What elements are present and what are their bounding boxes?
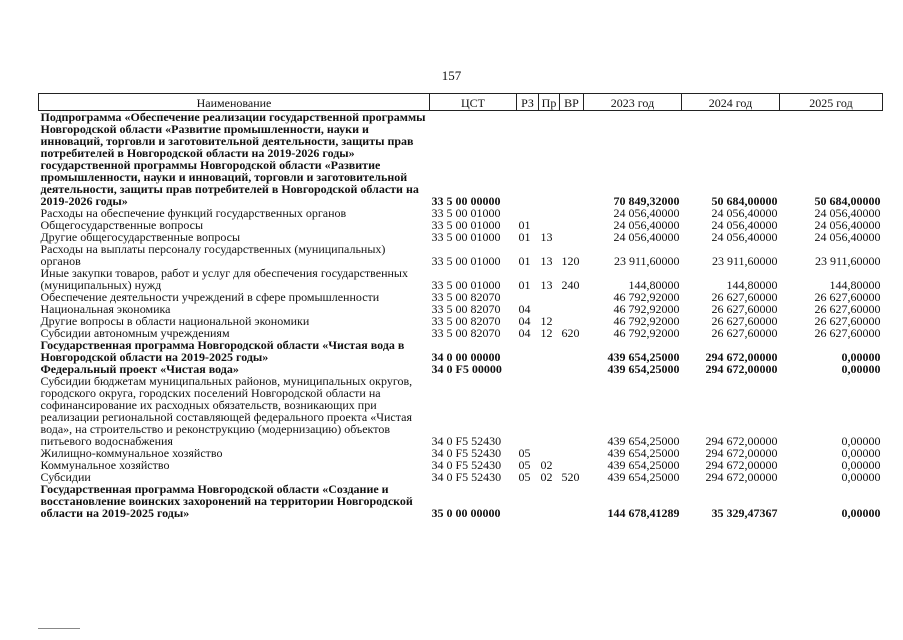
cell-2023: 439 654,25000 bbox=[607, 470, 680, 484]
header-pr: Пр bbox=[539, 94, 560, 111]
cell-2025: 24 056,40000 bbox=[814, 218, 881, 232]
page-number: 157 bbox=[441, 68, 462, 83]
cell-pr bbox=[539, 291, 560, 303]
cell-rz bbox=[517, 375, 539, 447]
cell-vr bbox=[560, 363, 584, 375]
cell-2024: 35 329,47367 bbox=[711, 506, 778, 520]
footer-rule bbox=[38, 628, 80, 629]
cell-2024: 26 627,60000 bbox=[711, 290, 778, 304]
table-header-row bbox=[39, 94, 883, 111]
cell-2023: 46 792,92000 bbox=[613, 290, 680, 304]
cell-vr: 240 bbox=[561, 278, 580, 292]
cell-2025: 50 684,00000 bbox=[814, 194, 881, 208]
cell-rz: 01 bbox=[518, 218, 531, 232]
cell-2024: 24 056,40000 bbox=[711, 206, 778, 220]
cell-rz: 04 bbox=[518, 302, 531, 316]
table-body bbox=[39, 111, 883, 520]
cell-vr: 120 bbox=[561, 254, 580, 268]
cell-cst: 33 5 00 01000 bbox=[431, 278, 501, 292]
header-cst: ЦСТ bbox=[430, 94, 517, 111]
cell-2025: 26 627,60000 bbox=[814, 314, 881, 328]
cell-cst: 33 5 00 00000 bbox=[431, 194, 501, 208]
cell-vr bbox=[560, 231, 584, 243]
cell-2025: 26 627,60000 bbox=[814, 290, 881, 304]
cell-2024: 294 672,00000 bbox=[705, 446, 778, 460]
cell-pr: 12 bbox=[540, 314, 553, 328]
cell-name: Другие общегосударственные вопросы bbox=[40, 230, 241, 244]
cell-2023: 439 654,25000 bbox=[607, 362, 680, 376]
cell-pr: 02 bbox=[540, 470, 553, 484]
cell-2023: 439 654,25000 bbox=[607, 350, 680, 364]
cell-pr: 02 bbox=[540, 458, 553, 472]
cell-2025: 26 627,60000 bbox=[814, 302, 881, 316]
cell-rz bbox=[517, 483, 539, 519]
cell-vr bbox=[560, 339, 584, 363]
table-row bbox=[39, 243, 883, 267]
cell-cst: 35 0 00 00000 bbox=[431, 506, 501, 520]
cell-cst: 34 0 F5 52430 bbox=[431, 446, 502, 460]
cell-2024: 294 672,00000 bbox=[705, 458, 778, 472]
cell-rz: 04 bbox=[518, 314, 531, 328]
cell-rz: 01 bbox=[518, 278, 531, 292]
cell-name: Расходы на выплаты персоналу государственных (муниципальных) органов bbox=[40, 242, 386, 268]
cell-vr bbox=[560, 207, 584, 219]
cell-2023: 144,80000 bbox=[628, 278, 680, 292]
cell-pr bbox=[539, 207, 560, 219]
cell-2025: 0,00000 bbox=[841, 458, 881, 472]
cell-cst: 33 5 00 82070 bbox=[431, 326, 501, 340]
cell-name: Другие вопросы в области национальной экономики bbox=[40, 314, 310, 328]
cell-pr: 13 bbox=[540, 254, 553, 268]
cell-cst: 34 0 F5 52430 bbox=[431, 434, 502, 448]
cell-2023: 24 056,40000 bbox=[613, 206, 680, 220]
cell-rz bbox=[517, 339, 539, 363]
cell-2024: 144,80000 bbox=[726, 278, 778, 292]
cell-2025: 24 056,40000 bbox=[814, 230, 881, 244]
cell-cst: 34 0 F5 52430 bbox=[431, 470, 502, 484]
cell-cst: 33 5 00 01000 bbox=[431, 218, 501, 232]
cell-2024: 294 672,00000 bbox=[705, 362, 778, 376]
cell-name: Федеральный проект «Чистая вода» bbox=[40, 362, 239, 376]
cell-2023: 439 654,25000 bbox=[607, 458, 680, 472]
cell-2023: 46 792,92000 bbox=[613, 302, 680, 316]
cell-name: Иные закупки товаров, работ и услуг для обеспечения государственных (муниципальных) нужд bbox=[40, 266, 408, 292]
cell-cst: 33 5 00 82070 bbox=[431, 314, 501, 328]
table-row bbox=[39, 375, 883, 447]
cell-pr bbox=[539, 363, 560, 375]
cell-pr: 13 bbox=[540, 278, 553, 292]
cell-2025: 0,00000 bbox=[841, 470, 881, 484]
cell-name: Национальная экономика bbox=[40, 302, 171, 316]
cell-2023: 70 849,32000 bbox=[613, 194, 680, 208]
cell-pr: 13 bbox=[540, 230, 553, 244]
cell-pr: 12 bbox=[540, 326, 553, 340]
cell-vr bbox=[560, 447, 584, 459]
cell-pr bbox=[539, 375, 560, 447]
table-row bbox=[39, 483, 883, 519]
cell-cst: 34 0 F5 52430 bbox=[431, 458, 502, 472]
cell-2025: 0,00000 bbox=[841, 350, 881, 364]
budget-table bbox=[38, 93, 883, 519]
header-2024: 2024 год bbox=[682, 94, 780, 111]
cell-vr bbox=[560, 219, 584, 231]
cell-pr bbox=[539, 111, 560, 208]
header-2025: 2025 год bbox=[780, 94, 883, 111]
cell-rz: 01 bbox=[518, 230, 531, 244]
cell-2025: 0,00000 bbox=[841, 434, 881, 448]
cell-name: Расходы на обеспечение функций государственных органов bbox=[40, 206, 347, 220]
header-2023: 2023 год bbox=[584, 94, 682, 111]
cell-2023: 24 056,40000 bbox=[613, 230, 680, 244]
cell-vr: 620 bbox=[561, 326, 580, 340]
cell-pr bbox=[539, 483, 560, 519]
cell-rz bbox=[517, 111, 539, 208]
cell-vr bbox=[560, 483, 584, 519]
table-row bbox=[39, 339, 883, 363]
cell-2024: 294 672,00000 bbox=[705, 470, 778, 484]
cell-vr bbox=[560, 303, 584, 315]
cell-2025: 0,00000 bbox=[841, 506, 881, 520]
cell-2025: 0,00000 bbox=[841, 446, 881, 460]
cell-2024: 26 627,60000 bbox=[711, 314, 778, 328]
header-vr: ВР bbox=[560, 94, 584, 111]
cell-2024: 294 672,00000 bbox=[705, 350, 778, 364]
cell-rz: 04 bbox=[518, 326, 531, 340]
cell-name: Государственная программа Новгородской области «Чистая вода в Новгородской области на 2019-2025 годы» bbox=[40, 338, 405, 364]
cell-name: Общегосударственные вопросы bbox=[40, 218, 204, 232]
cell-2023: 24 056,40000 bbox=[613, 218, 680, 232]
cell-name: Государственная программа Новгородской области «Создание и восстановление воинских захоронений на территории Новгородской области на 2019-2025 годы» bbox=[40, 482, 413, 520]
cell-vr bbox=[560, 111, 584, 208]
cell-cst: 33 5 00 82070 bbox=[431, 302, 501, 316]
cell-name: Субсидии бюджетам муниципальных районов, муниципальных округов, городского округа, городских поселений Новгородской области на софинансирование их расходных обязательств, возникающих при реализации региональной составляющей федерального проекта «Чистая вода», на строительство и реконструкцию (модернизацию) объектов питьевого водоснабжения bbox=[40, 374, 413, 448]
cell-rz bbox=[517, 363, 539, 375]
cell-2025: 26 627,60000 bbox=[814, 326, 881, 340]
cell-rz: 05 bbox=[518, 458, 531, 472]
cell-2024: 50 684,00000 bbox=[711, 194, 778, 208]
cell-rz: 01 bbox=[518, 254, 531, 268]
cell-vr bbox=[560, 291, 584, 303]
cell-2025: 23 911,60000 bbox=[814, 254, 881, 268]
cell-cst: 33 5 00 01000 bbox=[431, 230, 501, 244]
cell-name: Коммунальное хозяйство bbox=[40, 458, 170, 472]
cell-2024: 24 056,40000 bbox=[711, 218, 778, 232]
cell-cst: 33 5 00 01000 bbox=[431, 254, 501, 268]
cell-cst: 34 0 F5 00000 bbox=[431, 362, 502, 376]
cell-name: Жилищно-коммунальное хозяйство bbox=[40, 446, 223, 460]
cell-2023: 439 654,25000 bbox=[607, 434, 680, 448]
cell-2024: 23 911,60000 bbox=[711, 254, 778, 268]
header-rz: РЗ bbox=[517, 94, 539, 111]
cell-pr bbox=[539, 339, 560, 363]
cell-vr bbox=[560, 375, 584, 447]
cell-2025: 144,80000 bbox=[829, 278, 881, 292]
cell-2025: 0,00000 bbox=[841, 362, 881, 376]
cell-2023: 439 654,25000 bbox=[607, 446, 680, 460]
cell-2023: 23 911,60000 bbox=[613, 254, 680, 268]
cell-2024: 294 672,00000 bbox=[705, 434, 778, 448]
cell-2023: 144 678,41289 bbox=[607, 506, 680, 520]
cell-2023: 46 792,92000 bbox=[613, 326, 680, 340]
cell-cst: 34 0 00 00000 bbox=[431, 350, 501, 364]
cell-name: Субсидии автономным учреждениям bbox=[40, 326, 230, 340]
cell-cst: 33 5 00 82070 bbox=[431, 290, 501, 304]
cell-cst: 33 5 00 01000 bbox=[431, 206, 501, 220]
cell-rz: 05 bbox=[518, 470, 531, 484]
cell-name: Субсидии bbox=[40, 470, 91, 484]
cell-2025: 24 056,40000 bbox=[814, 206, 881, 220]
cell-vr: 520 bbox=[561, 470, 580, 484]
cell-2023: 46 792,92000 bbox=[613, 314, 680, 328]
cell-rz: 05 bbox=[518, 446, 531, 460]
header-name: Наименование bbox=[39, 94, 430, 111]
cell-name: Обеспечение деятельности учреждений в сфере промышленности bbox=[40, 290, 380, 304]
cell-2024: 26 627,60000 bbox=[711, 326, 778, 340]
cell-2024: 24 056,40000 bbox=[711, 230, 778, 244]
table-row bbox=[39, 267, 883, 291]
cell-2024: 26 627,60000 bbox=[711, 302, 778, 316]
cell-name: Подпрограмма «Обеспечение реализации государственной программы Новгородской области «Развитие промышленности, науки и инноваций, торговли и заготовительной деятельности, защиты прав потребителей в Новгородской области на 2019-2026 годы» государственной программы Новгородской области «Развитие промышленности, науки и инноваций, торговли и заготовительной деятельности, защиты прав потребителей в Новгородской области на 2019-2026 годы» bbox=[40, 110, 426, 208]
table-row bbox=[39, 111, 883, 208]
